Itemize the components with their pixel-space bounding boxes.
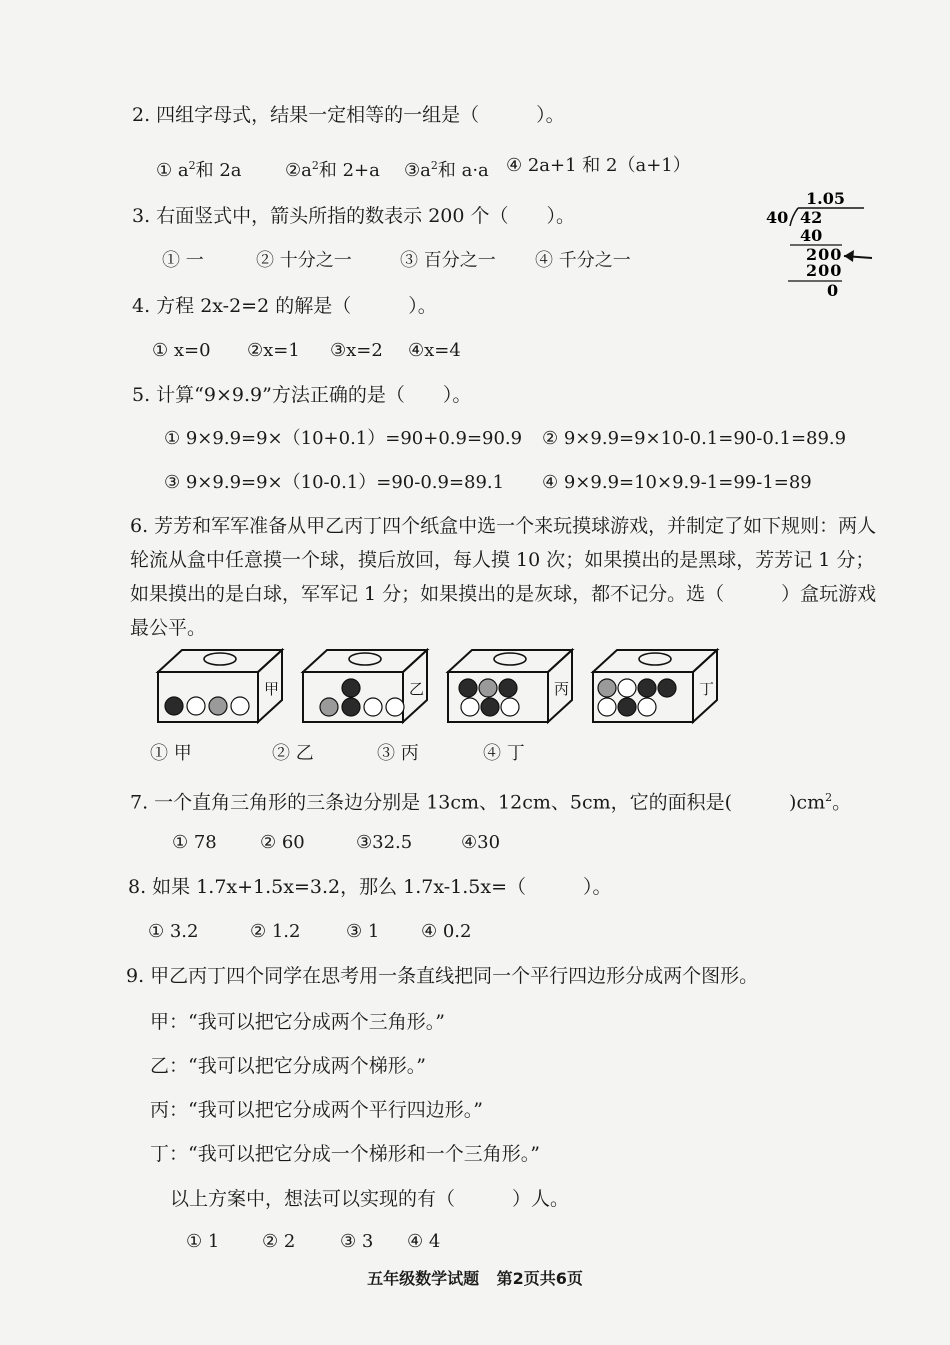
- q9-statement-3: 丙：“我可以把它分成两个平行四边形。”: [150, 1099, 483, 1121]
- white-ball: [386, 698, 404, 716]
- q2-option-2: $②a^2$和 2+a: [285, 159, 380, 181]
- q3-option-3: ③ 百分之一: [400, 250, 496, 271]
- q2-option-3: $③a^2$和 a·a: [404, 159, 489, 181]
- long-division-figure: [760, 186, 880, 301]
- q4-option-4: ④x=4: [408, 340, 461, 361]
- white-ball: [501, 698, 519, 716]
- white-ball: [618, 679, 636, 697]
- q6-boxes-figure: [150, 642, 730, 732]
- q8-stem: 8. 如果 1.7x+1.5x=3.2，那么 1.7x-1.5x=（ ）。: [128, 876, 612, 898]
- q6-line-4: 最公平。: [130, 617, 207, 639]
- black-ball: [165, 697, 183, 715]
- box-opening: [349, 653, 381, 665]
- box-opening: [494, 653, 526, 665]
- division-quotient: 1.05: [806, 189, 845, 208]
- ball-box-2: [303, 650, 427, 722]
- box-label: 丁: [699, 680, 715, 698]
- q7-option-3: ③32.5: [356, 832, 413, 853]
- division-bracket: [790, 208, 798, 226]
- page-footer: [0, 1266, 950, 1289]
- q6-line-1: 6. 芳芳和军军准备从甲乙丙丁四个纸盒中选一个来玩摸球游戏，并制定了如下规则：两人: [130, 515, 877, 537]
- footer-title: 五年级数学试题: [367, 1269, 480, 1288]
- q8-option-4: ④ 0.2: [421, 921, 472, 942]
- q2-option-1: ① $a^2$和 2a: [156, 159, 242, 181]
- black-ball: [342, 698, 360, 716]
- q7-option-2: ② 60: [260, 832, 305, 853]
- q7-option-1: ① 78: [172, 832, 217, 853]
- black-ball: [459, 679, 477, 697]
- q8-option-2: ② 1.2: [250, 921, 301, 942]
- gray-ball: [320, 698, 338, 716]
- footer-page-number: 第2页共6页: [496, 1269, 583, 1288]
- ball-box-4: [593, 650, 717, 722]
- gray-ball: [209, 697, 227, 715]
- black-ball: [342, 679, 360, 697]
- white-ball: [638, 698, 656, 716]
- black-ball: [638, 679, 656, 697]
- q4-option-2: ②x=1: [247, 340, 300, 361]
- q9-option-4: ④ 4: [407, 1231, 441, 1252]
- q9-statement-4: 丁：“我可以把它分成一个梯形和一个三角形。”: [150, 1143, 540, 1165]
- q8-option-3: ③ 1: [346, 921, 380, 942]
- q5-option-1: ① 9×9.9=9×（10+0.1）=90+0.9=90.9: [164, 428, 523, 449]
- white-ball: [598, 698, 616, 716]
- black-ball: [618, 698, 636, 716]
- q4-option-3: ③x=2: [330, 340, 383, 361]
- gray-ball: [479, 679, 497, 697]
- q3-option-2: ② 十分之一: [256, 250, 352, 271]
- white-ball: [231, 697, 249, 715]
- q3-stem: 3. 右面竖式中，箭头所指的数表示 200 个（ ）。: [132, 205, 576, 227]
- box-opening: [639, 653, 671, 665]
- q9-statement-1: 甲：“我可以把它分成两个三角形。”: [150, 1011, 445, 1033]
- q9-option-2: ② 2: [262, 1231, 296, 1252]
- q5-option-4: ④ 9×9.9=10×9.9-1=99-1=89: [542, 472, 812, 493]
- q5-stem: 5. 计算“9×9.9”方法正确的是（ ）。: [132, 384, 472, 406]
- q2-option-4: ④ 2a+1 和 2（a+1）: [506, 155, 691, 176]
- q9-ask: 以上方案中，想法可以实现的有（ ）人。: [170, 1188, 570, 1210]
- box-label: 丙: [554, 680, 570, 698]
- q6-line-2: 轮流从盒中任意摸一个球，摸后放回，每人摸 10 次；如果摸出的是黑球，芳芳记 1 分；: [130, 549, 875, 571]
- q6-option-4: ④ 丁: [483, 743, 525, 764]
- black-ball: [499, 679, 517, 697]
- q3-option-4: ④ 千分之一: [535, 250, 631, 271]
- black-ball: [658, 679, 676, 697]
- q6-line-3: 如果摸出的是白球，军军记 1 分；如果摸出的是灰球，都不记分。选（ ）盒玩游戏: [130, 583, 877, 605]
- q3-option-1: ① 一: [162, 250, 204, 271]
- white-ball: [364, 698, 382, 716]
- box-label: 甲: [264, 680, 280, 698]
- division-divisor: 40: [766, 208, 789, 227]
- q7-option-4: ④30: [461, 832, 501, 853]
- q2-stem: 2. 四组字母式，结果一定相等的一组是（ ）。: [132, 104, 565, 126]
- box-opening: [204, 653, 236, 665]
- q6-option-2: ② 乙: [272, 743, 314, 764]
- q9-stem: 9. 甲乙丙丁四个同学在思考用一条直线把同一个平行四边形分成两个图形。: [126, 965, 759, 987]
- q4-stem: 4. 方程 2x-2=2 的解是（ ）。: [132, 295, 437, 317]
- q5-option-3: ③ 9×9.9=9×（10-0.1）=90-0.9=89.1: [164, 472, 505, 493]
- q8-option-1: ① 3.2: [148, 921, 199, 942]
- ball-box-3: [448, 650, 572, 722]
- q7-stem: 7. 一个直角三角形的三条边分别是 13cm、12cm、5cm，它的面积是( )$cm^2$。: [130, 791, 852, 814]
- q9-option-1: ① 1: [186, 1231, 220, 1252]
- division-remainder: 0: [827, 281, 839, 300]
- ball-box-1: [158, 650, 282, 722]
- q9-statement-2: 乙：“我可以把它分成两个梯形。”: [150, 1055, 426, 1077]
- q6-option-3: ③ 丙: [377, 743, 419, 764]
- black-ball: [481, 698, 499, 716]
- white-ball: [187, 697, 205, 715]
- gray-ball: [598, 679, 616, 697]
- q9-option-3: ③ 3: [340, 1231, 374, 1252]
- division-step-3: 200: [806, 261, 843, 280]
- division-step-1: 40: [800, 226, 823, 245]
- white-ball: [461, 698, 479, 716]
- q4-option-1: ① x=0: [152, 340, 211, 361]
- q6-option-1: ① 甲: [150, 743, 192, 764]
- division-step-2: 200: [806, 245, 843, 264]
- division-dividend: 42: [800, 208, 823, 227]
- arrow-icon: [844, 250, 872, 262]
- box-label: 乙: [409, 680, 425, 698]
- q5-option-2: ② 9×9.9=9×10-0.1=90-0.1=89.9: [542, 428, 847, 449]
